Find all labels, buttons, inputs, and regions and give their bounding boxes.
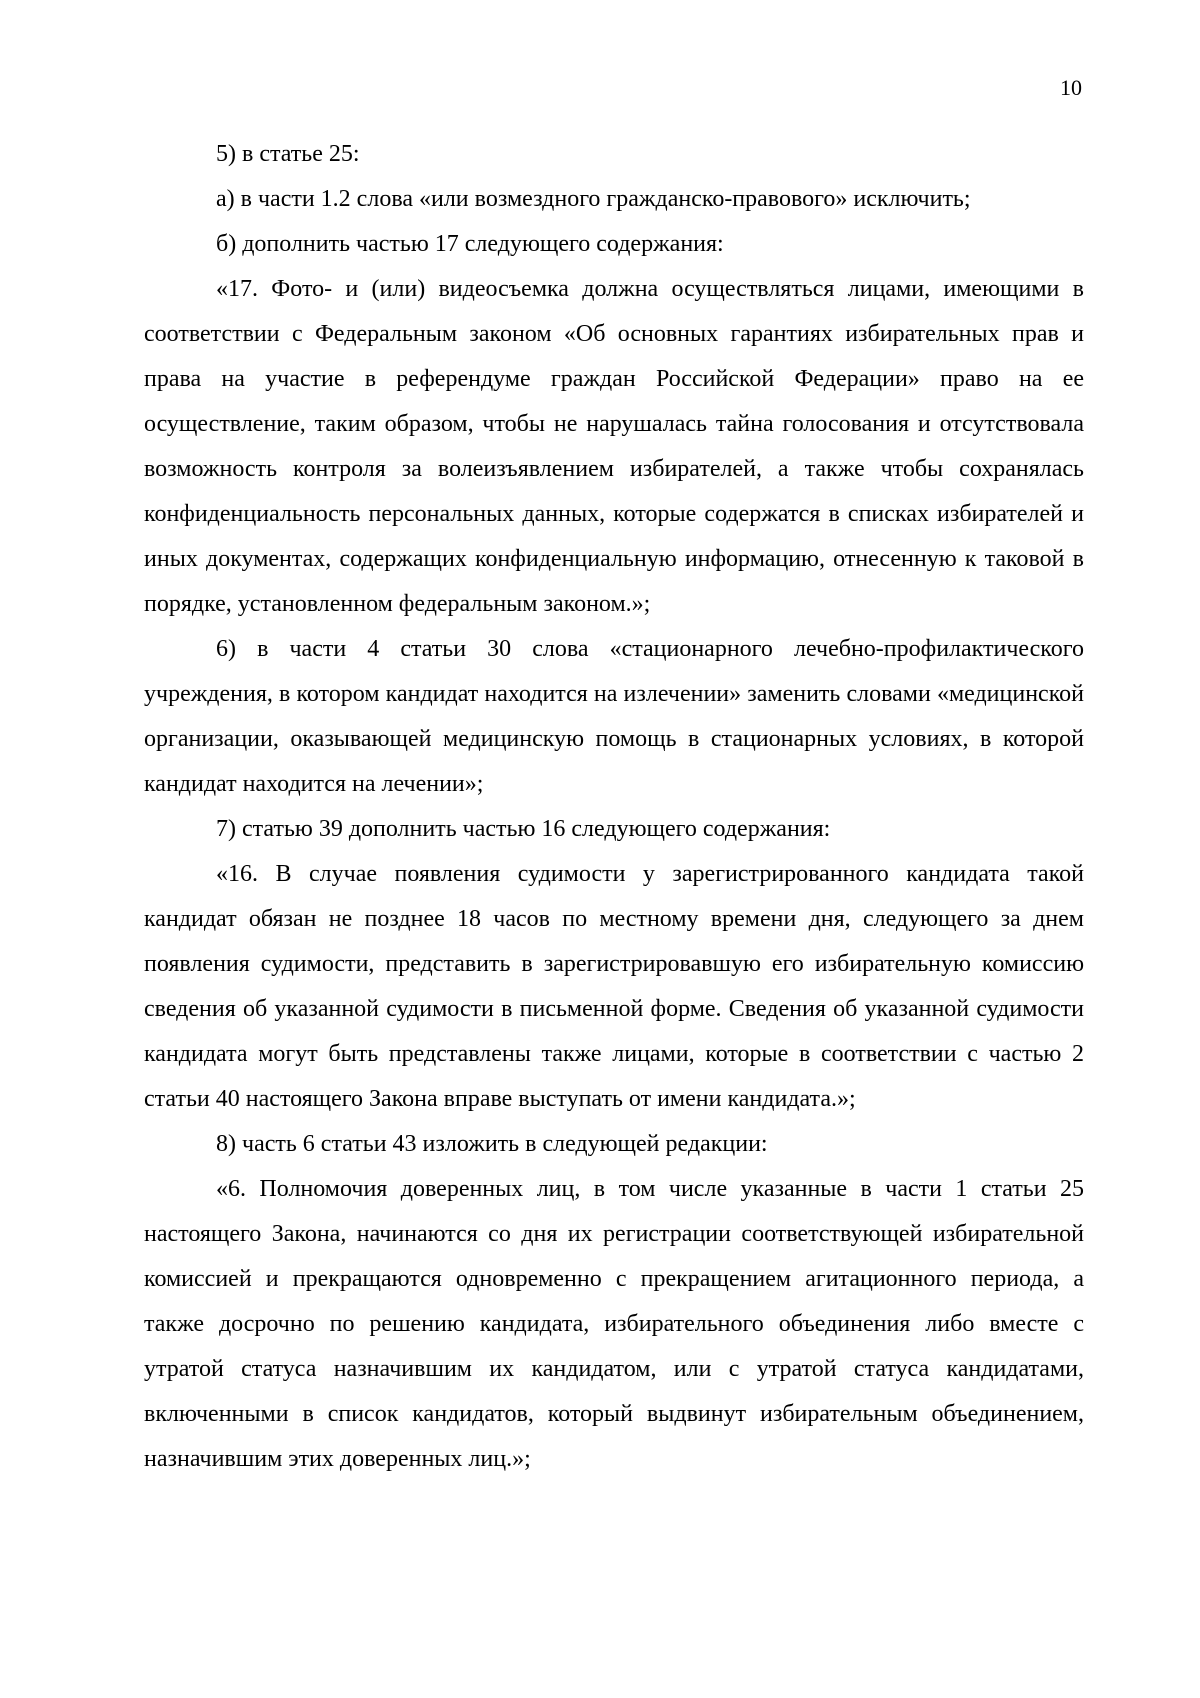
paragraph-article-25-part-a: а) в части 1.2 слова «или возмездного гражданско-правового» исключить; [216, 186, 971, 212]
paragraph-article-39: 7) статью 39 дополнить частью 16 следующего содержания: [216, 816, 831, 842]
paragraph-part-16-text: «16. В случае появления судимости у зарегистрированного кандидата такой кандидат обязан не позднее 18 часов по местному времени дня, следующего за днем появления судимости, представить в зарегистрировавшую его избирательную комиссию сведения об указанной судимости в письменной форме. Сведения об указанной судимости кандидата могут быть представлены также лицами, которые в соответствии с частью 2 статьи 40 настоящего Закона вправе выступать от имени кандидата.»; [144, 861, 1084, 1112]
paragraph-part-17-text: «17. Фото- и (или) видеосъемка должна осуществляться лицами, имеющими в соответствии с Федеральным законом «Об основных гарантиях избирательных прав и права на участие в референдуме граждан Российской Федерации» право на ее осуществление, таким образом, чтобы не нарушалась тайна голосования и отсутствовала возможность контроля за волеизъявлением избирателей, а также чтобы сохранялась конфиденциальность персональных данных, которые содержатся в списках избирателей и иных документах, содержащих конфиденциальную информацию, отнесенную к таковой в порядке, установленном федеральным законом.»; [144, 276, 1084, 617]
paragraph-article-43: 8) часть 6 статьи 43 изложить в следующей редакции: [216, 1131, 768, 1157]
paragraph-article-30: 6) в части 4 статьи 30 слова «стационарного лечебно-профилактического учреждения, в котором кандидат находится на излечении» заменить словами «медицинской организации, оказывающей медицинскую помощь в стационарных условиях, в которой кандидат находится на лечении»; [144, 636, 1084, 797]
document-body [144, 132, 1084, 1482]
page-number: 10 [1060, 75, 1082, 100]
paragraph-part-6-text: «6. Полномочия доверенных лиц, в том числе указанные в части 1 статьи 25 настоящего Закона, начинаются со дня их регистрации соответствующей избирательной комиссией и прекращаются одновременно с прекращением агитационного периода, а также досрочно по решению кандидата, избирательного объединения либо вместе с утратой статуса назначившим их кандидатом, или с утратой статуса кандидатами, включенными в список кандидатов, который выдвинут избирательным объединением, назначившим этих доверенных лиц.»; [144, 1176, 1084, 1472]
paragraph-article-25-part-b: б) дополнить частью 17 следующего содержания: [216, 231, 724, 257]
paragraph-article-25: 5) в статье 25: [216, 141, 360, 167]
